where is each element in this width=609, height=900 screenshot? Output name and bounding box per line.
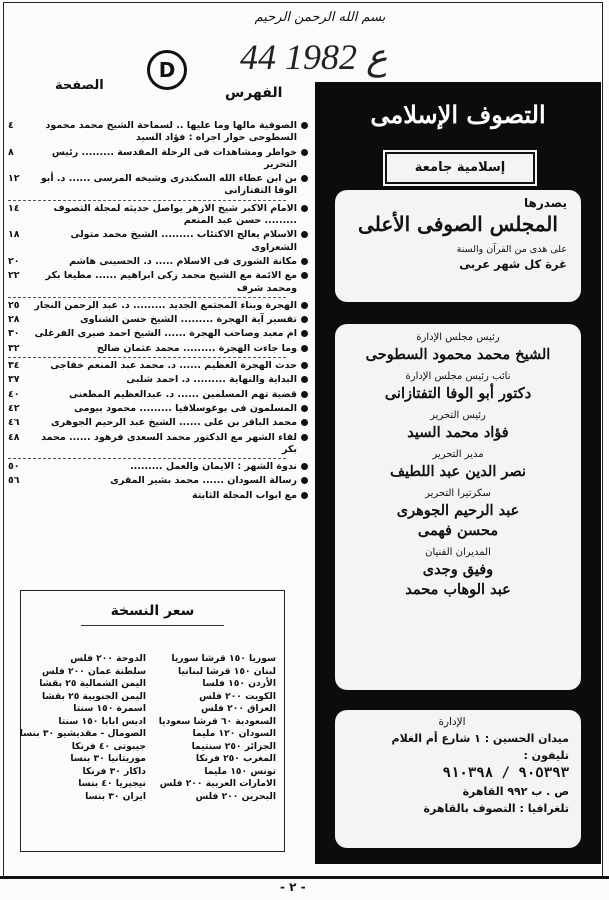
toc-page: ٣٧ xyxy=(8,374,20,386)
price-entry: الدوحة ٢٠٠ فلس xyxy=(70,653,146,664)
address: ميدان الحسين : ١ شارع أم الغلام xyxy=(391,732,569,745)
toc-item xyxy=(8,328,308,340)
divider xyxy=(8,200,286,201)
toc-title: تفسير آية الهجرة ......... الشيخ حسن الشناوى xyxy=(79,314,297,326)
council-name: المجلس الصوفى الأعلى xyxy=(358,212,558,236)
toc-item xyxy=(8,475,308,487)
staff-box xyxy=(335,324,581,690)
bullet-icon xyxy=(301,362,308,369)
phone-numbers: ٩٠٥٣٩٣ / ٩١٠٣٩٨ xyxy=(442,765,569,781)
price-entry: الجزائر ٢٥٠ سنتيما xyxy=(191,740,276,752)
bullet-icon xyxy=(301,477,308,484)
staff-name: وفيق وجدى xyxy=(422,561,494,578)
staff-role: رئيس مجلس الإدارة xyxy=(416,332,500,343)
staff-role: رئيس التحرير xyxy=(430,410,486,421)
toc-title: مع الائمة مع الشيخ محمد زكى ابراهيم ...... مطيعا بكر ومحمد شرف xyxy=(45,270,297,294)
bullet-icon xyxy=(301,231,308,238)
price-entry: الصومال - مقديشيو ٣٠ بنسا xyxy=(19,728,146,739)
toc-title: رسالة السودان ...... محمد بشير المقرى xyxy=(110,475,297,487)
bullet-icon xyxy=(301,258,308,265)
toc-page: ١٨ xyxy=(8,229,20,241)
bullet-icon xyxy=(301,492,308,499)
telegraph: تلغرافيا : التصوف بالقاهرة xyxy=(423,802,569,815)
bullet-icon xyxy=(301,122,308,129)
bullet-icon xyxy=(301,376,308,383)
toc-title: قضية تهم المسلمين ...... د. عبدالعظيم المطعنى xyxy=(69,388,297,400)
toc-page: ٤٢ xyxy=(8,402,20,414)
toc-item xyxy=(8,229,308,254)
bottom-rule xyxy=(0,876,609,879)
price-entry: الكويت ٢٠٠ فلس xyxy=(199,690,276,702)
toc-title: محمد الباقر بن على ...... الشيخ عبد الرحيم الجوهرى xyxy=(51,417,297,429)
toc-page: ٤ xyxy=(8,120,14,131)
toc-page: ٨ xyxy=(8,146,14,158)
toc-item xyxy=(8,270,308,295)
divider xyxy=(81,625,224,626)
contact-box xyxy=(335,710,581,848)
toc-page: ٤٠ xyxy=(8,388,20,400)
phone-label: تليفون : xyxy=(523,749,569,762)
divider xyxy=(8,357,286,358)
price-entry: البحرين ٢٠٠ فلس xyxy=(195,790,276,802)
toc-title: مكانة الشورى فى الاسلام ..... د. الحسينى هاشم xyxy=(69,255,297,267)
toc-page: ٥٠ xyxy=(8,461,20,473)
bullet-icon xyxy=(301,205,308,212)
staff-role: نائب رئيس مجلس الإدارة xyxy=(405,371,511,382)
toc-item xyxy=(8,314,308,326)
toc-title: وما جاءت الهجرة ......... محمد عثمان صالح xyxy=(96,342,297,354)
staff-name: فؤاد محمد السيد xyxy=(407,424,509,441)
price-entry: سلطنة عمان ٢٠٠ فلس xyxy=(42,665,146,677)
magazine-title: التصوف الإسلامى xyxy=(370,100,546,129)
toc-title: الصوفية مالها وما عليها .. لسماحة الشيخ محمد محمود السطوحى حوار اجراه : فؤاد السيد xyxy=(45,120,297,144)
toc-item xyxy=(8,403,308,415)
price-entry: العراق ٢٠٠ فلس xyxy=(201,703,276,714)
toc-item xyxy=(8,256,308,268)
toc-page: ١٤ xyxy=(8,202,20,214)
publisher-box xyxy=(335,190,581,302)
price-entry: اليمن الشمالية ٢٥ بقشا xyxy=(39,678,146,689)
frequency-line: غرة كل شهر عربى xyxy=(459,257,567,271)
toc-page: ٣٢ xyxy=(8,342,20,354)
price-entry: ايران ٣٠ بنسا xyxy=(85,790,146,802)
bullet-icon xyxy=(301,316,308,323)
page-number: - ٢ - xyxy=(280,880,306,894)
price-entry: لبنان ١٥٠ قرشا لبنانيا xyxy=(178,665,276,677)
toc-item xyxy=(8,432,308,457)
staff-name: عبد الوهاب محمد xyxy=(405,581,511,598)
bullet-icon xyxy=(301,272,308,279)
price-entry: الأردن ١٥٠ فلسا xyxy=(202,678,276,689)
toc-item xyxy=(8,461,308,473)
staff-name: عبد الرحيم الجوهرى xyxy=(396,502,520,519)
toc-item xyxy=(8,360,308,372)
toc-page: ٢٢ xyxy=(8,270,20,282)
staff-role: مدير التحرير xyxy=(432,449,484,460)
toc-item xyxy=(8,417,308,429)
price-entry: اليمن الجنوبية ٢٥ بقشا xyxy=(42,690,146,702)
toc-page: ٤٨ xyxy=(8,431,20,443)
bullet-icon xyxy=(301,419,308,426)
bullet-icon xyxy=(301,345,308,352)
slogan: إسلامية جامعة xyxy=(385,152,535,184)
toc-item xyxy=(8,203,308,228)
bullet-icon xyxy=(301,149,308,156)
bullet-icon xyxy=(301,391,308,398)
divider xyxy=(8,297,286,298)
toc-title: خواطر ومشاهدات فى الرحلة المقدسة ......... رئيس التحرير xyxy=(51,146,297,170)
bullet-icon xyxy=(301,405,308,412)
toc-item xyxy=(8,343,308,355)
toc-item xyxy=(8,490,308,502)
toc-page: ٢٥ xyxy=(8,299,20,311)
toc-title: مع ابواب المجلة الثابتة xyxy=(191,489,297,501)
price-title: سعر النسخة xyxy=(110,603,195,619)
staff-role: سكرتيرا التحرير xyxy=(425,488,491,499)
price-entry: اديس ابابا ١٥٠ سنتا xyxy=(58,715,146,727)
masthead-panel xyxy=(315,82,601,864)
price-entry: تونس ١٥٠ مليما xyxy=(204,765,276,777)
price-list-left xyxy=(19,653,146,803)
bismillah: بسم الله الرحمن الرحيم xyxy=(254,10,386,25)
price-entry: نيجيريا ٤٠ بنسا xyxy=(78,778,146,789)
bullet-icon xyxy=(301,463,308,470)
toc-title: المسلمون فى يوغوسلافيا ......... محمود بيومى xyxy=(73,402,297,414)
toc-item xyxy=(8,300,308,312)
bullet-icon xyxy=(301,330,308,337)
toc-title: الهجرة وبناء المجتمع الجديد ......... د. عبد الرحمن النجار xyxy=(34,299,297,311)
price-entry: جيبوتى ٤٠ فرنكا xyxy=(71,740,146,752)
toc-title: بن ابن عطاء الله السكندرى وشيخه المرسى ...... د. أبو الوفا التفتازانى xyxy=(40,173,297,197)
toc-page: ٢٠ xyxy=(8,255,20,267)
price-entry: سوريا ١٥٠ قرشا سوريا xyxy=(171,653,276,664)
admin-label: الإدارة xyxy=(438,716,466,728)
toc-title: الامام الاكبر شيخ الازهر يواصل حديثه لمجلة التصوف ......... حسن عبد المنعم xyxy=(53,202,297,227)
toc-page: ٢٨ xyxy=(8,314,20,326)
toc-item xyxy=(8,173,308,198)
toc-title: ام معبد وصاحب الهجرة ...... الشيخ احمد صبرى الفرغلى xyxy=(34,328,297,340)
toc-page: ٣٠ xyxy=(8,328,20,340)
toc-title: البداية والنهاية ......... د. احمد شلبى xyxy=(126,374,297,386)
price-entry: السودان ١٢٠ مليما xyxy=(192,728,276,739)
publisher-label: يصدرها xyxy=(524,196,567,210)
price-entry: السعودية ٦٠ قرشا سعوديا xyxy=(158,715,276,727)
logo-icon: D xyxy=(147,50,187,90)
guide-line: على هدى من القرآن والسنة xyxy=(456,244,567,255)
toc-title: حدث الهجرة العظيم ...... د. محمد عبد المنعم خفاجى xyxy=(50,360,297,372)
table-of-contents xyxy=(8,120,308,504)
staff-role: المديران الفنيان xyxy=(425,547,491,558)
toc-page: ١٢ xyxy=(8,173,20,185)
toc-page: ٤٦ xyxy=(8,417,20,429)
staff-name: دكتور أبو الوفا التفتازانى xyxy=(384,385,532,402)
price-box xyxy=(20,590,285,852)
po-box: ص . ب ٩٩٢ القاهرة xyxy=(462,785,569,798)
toc-item xyxy=(8,120,308,145)
bullet-icon xyxy=(301,175,308,182)
toc-item xyxy=(8,389,308,401)
handwritten-note: 44 ع 1982 xyxy=(240,37,388,77)
price-entry: داكار ٣٠ فرنكا xyxy=(82,765,146,777)
page-column-header: الصفحة xyxy=(55,78,104,93)
toc-page: ٥٦ xyxy=(8,475,20,487)
staff-name: الشيخ محمد محمود السطوحى xyxy=(365,346,551,363)
divider xyxy=(8,458,286,459)
index-heading: الفهرس xyxy=(225,85,283,101)
price-entry: المغرب ٢٥٠ فرنكا xyxy=(195,753,276,764)
bullet-icon xyxy=(301,302,308,309)
price-entry: الامارات العربية ٢٠٠ فلس xyxy=(159,778,276,789)
bullet-icon xyxy=(301,434,308,441)
toc-title: الاسلام يعالج الاكتئاب ......... الشيخ محمد متولى الشعراوى xyxy=(70,229,297,253)
toc-title: ندوة الشهر : الايمان والعمل ......... xyxy=(130,461,297,473)
toc-item xyxy=(8,147,308,172)
toc-page: ٣٤ xyxy=(8,360,20,372)
price-entry: موريتانيا ٣٠ بنسا xyxy=(70,753,146,764)
toc-title: لقاء الشهر مع الدكتور محمد السعدى فرهود ...... محمد بكر xyxy=(41,431,297,455)
price-list-right xyxy=(152,653,276,803)
price-entry: اسمرة ١٥٠ سنتا xyxy=(73,703,146,714)
staff-name: نصر الدين عبد اللطيف xyxy=(389,463,527,480)
staff-name: محسن فهمى xyxy=(417,522,499,539)
toc-item xyxy=(8,374,308,386)
